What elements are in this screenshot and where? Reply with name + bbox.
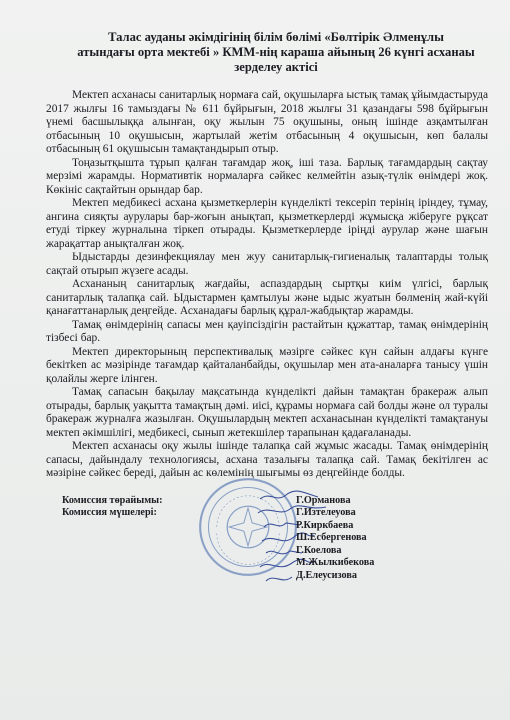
paragraph-8: Тамақ сапасын бақылау мақсатында күнделікті дайын тамақтан бракераж алып отырады, барлық уақытта тамақтың дәмі. иісі, құрамы нормаға сай болды және ол туралы бракераж журналға жазылған. Оқушылардың мектеп асханасынан күнделікті тамақтануы мектеп әкімшілігі, медбикесі, сынып жетекшілер тарапынан қадағаланады. <box>46 386 488 439</box>
signature-block <box>46 491 488 601</box>
signer-name: Г.Коелова <box>296 544 342 556</box>
paragraph-1: Мектеп асханасы санитарлық нормаға сай, оқушыларға ыстық тамақ ұйымдастыруда 2017 жылғы 16 тамыздағы № 611 бұйрығын, 2018 жылғы 31 қазандағы 598 бұйрығын үнемі басшылыққа алынған, оқу жылын 75 оқушыны, оның ішінде азқамтылған отбасының 10 оқушысын, жартылай жетім отбасының 4 оқушысын, көп балалы отбасының 61 оқушысын тамақтандырып отыр. <box>46 89 488 155</box>
signer-name: Г.Орманова <box>296 494 351 506</box>
chair-label: Комиссия төрайымы: <box>62 494 163 506</box>
paragraph-7: Мектеп директорының перспективалық мәзірге сәйкес күн сайын алдағы күнге бекітken ас мәзірінде тағамдар қайталанбайды, оқушылар мен ата-аналарға танысу үшін қолайлы жерге ілінген. <box>46 345 488 385</box>
document-body <box>46 89 488 481</box>
signer-name: М.Жылкибекова <box>296 557 375 569</box>
document-title <box>46 30 488 75</box>
signer-name: Г.Изтелеуова <box>296 507 356 519</box>
paragraph-5: Асхананың санитарлық жағдайы, аспаздардың сыртқы киім үлгісі, барлық санитарлық талапқа сай. Ыдыстармен қамтылуы және ыдыс жуатын бөлменің жай-күйі қанағаттанарлық деңгейде. Асханадағы барлық құрал-жабдықтар жарамды. <box>46 278 488 317</box>
commission-names <box>296 495 374 583</box>
paragraph-6: Тамақ өнімдерінің сапасы мен қауіпсіздігін растайтын құжаттар, тамақ өнімдерінің тізбесі бар. <box>46 318 488 344</box>
title-line-2: атындағы орта мектебі » КММ-нің караша айының 26 күнгі асханаы <box>77 45 475 59</box>
signer-name: Ш.Есбергенова <box>296 532 367 544</box>
title-line-3: зерделеу актісі <box>234 60 318 74</box>
members-label: Комиссия мүшелері: <box>62 507 157 519</box>
paragraph-4: Ыдыстарды дезинфекциялау мен жуу санитарлық-гигиеналық талаптарды толық сақтай отырып жүзеге асады. <box>46 251 488 277</box>
paragraph-3: Мектеп медбикесі асхана қызметкерлерін күнделікті тексеріп терінің іріндеу, тұмау, ангина сияқты аурулары бар-жоғын анықтап, қызметкерлерді жұмысқа жіберуге рұқсат етуді тіркеу журналына тіркеп отырады. Қызметкерлерде іріңді аурулар және шағын жарақаттар анықталған жоқ. <box>46 197 488 250</box>
paragraph-2: Тоңазытқышта тұрып қалған тағамдар жоқ, іші таза. Барлық тағамдардың сақтау мерзімі жарамды. Нормативтік нормаларға сәйкес келмейтін азық-түлік өнімдері жоқ. Көкініс сақтайтын орындар бар. <box>46 156 488 196</box>
signer-name: Р.Киркбаева <box>296 519 354 531</box>
commission-roles <box>62 495 163 520</box>
paragraph-9: Мектеп асханасы оқу жылы ішінде талапқа сай жұмыс жасады. Тамақ өнімдерінің сапасы, дайындалу технологиясы, асхана тазалығы талапқа сай. Тамақ бекітілген ас мәзіріне сәйкес береді, дайын ас көлемінің шығымы өз деңгейінде болды. <box>46 440 488 479</box>
title-line-1: Талас ауданы әкімдігінің білім бөлімі «Бөлтірік Әлменұлы <box>108 30 444 44</box>
signer-name: Д.Елеусизова <box>296 570 357 582</box>
